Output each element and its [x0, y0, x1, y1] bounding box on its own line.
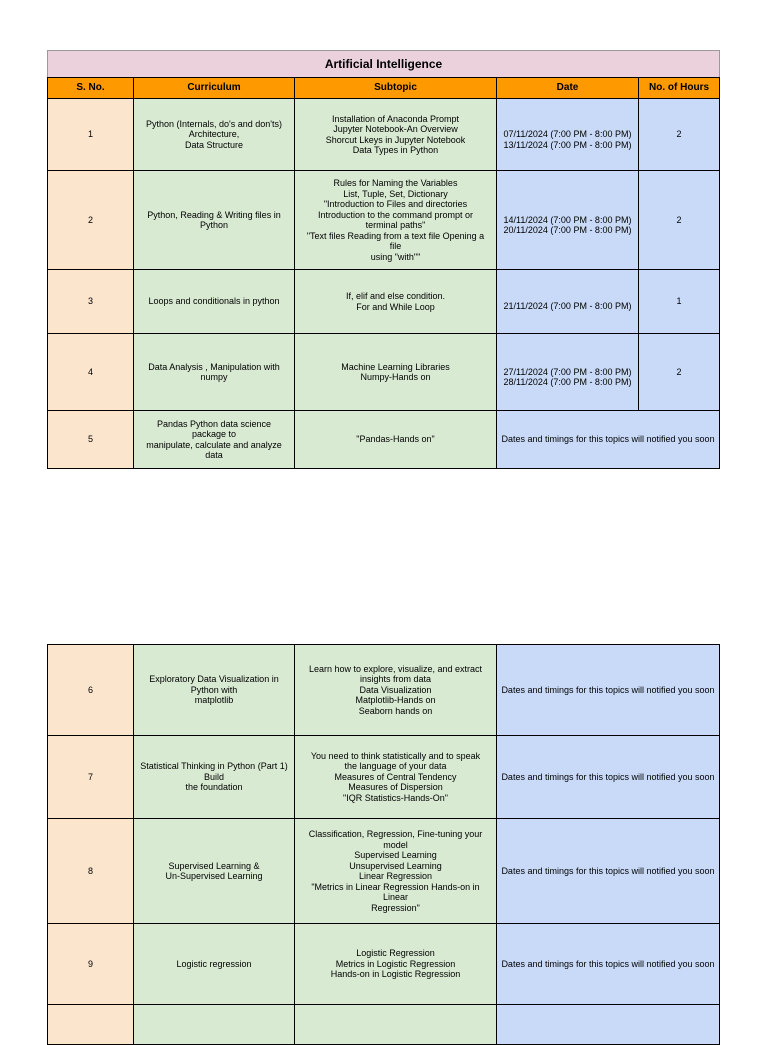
row-date	[497, 1005, 720, 1045]
schedule-table-1	[47, 50, 720, 469]
table-row	[48, 99, 720, 171]
row-sno: 8	[48, 819, 134, 924]
row-date	[497, 171, 639, 270]
row-curriculum: Statistical Thinking in Python (Part 1) Build the foundation	[134, 736, 295, 819]
row-date	[497, 99, 639, 171]
header-subtopic: Subtopic	[295, 78, 497, 99]
header-curriculum: Curriculum	[134, 78, 295, 99]
row-curriculum: Exploratory Data Visualization in Python with matplotlib	[134, 645, 295, 736]
row-date: Dates and timings for this topics will notified you soon	[497, 924, 720, 1005]
table-title: Artificial Intelligence	[48, 51, 720, 78]
row-curriculum: Loops and conditionals in python	[134, 270, 295, 334]
schedule-table-2	[47, 644, 720, 1045]
row-subtopic: Logistic Regression Metrics in Logistic Regression Hands-on in Logistic Regression	[295, 924, 497, 1005]
row-date	[497, 334, 639, 411]
row-subtopic: You need to think statistically and to speak the language of your data Measures of Central Tendency Measures of Dispersion "IQR Statistics-Hands-On"	[295, 736, 497, 819]
row-date-text: 07/11/2024 (7:00 PM - 8:00 PM) 13/11/2024 (7:00 PM - 8:00 PM)	[503, 129, 632, 150]
table-row	[48, 736, 720, 819]
row-sno: 6	[48, 645, 134, 736]
row-sno: 9	[48, 924, 134, 1005]
row-subtopic: If, elif and else condition. For and While Loop	[295, 270, 497, 334]
table-row	[48, 1005, 720, 1045]
row-curriculum	[134, 1005, 295, 1045]
table-row	[48, 819, 720, 924]
row-sno: 4	[48, 334, 134, 411]
row-subtopic	[295, 1005, 497, 1045]
row-subtopic: Learn how to explore, visualize, and extract insights from data Data Visualization Matplotlib-Hands on Seaborn hands on	[295, 645, 497, 736]
row-hours: 2	[639, 99, 720, 171]
table-row	[48, 334, 720, 411]
row-sno: 3	[48, 270, 134, 334]
row-date	[497, 270, 639, 334]
header-sno: S. No.	[48, 78, 134, 99]
row-curriculum: Supervised Learning & Un-Supervised Learning	[134, 819, 295, 924]
row-curriculum: Pandas Python data science package to manipulate, calculate and analyze data	[134, 411, 295, 469]
row-hours: 1	[639, 270, 720, 334]
row-date: Dates and timings for this topics will notified you soon	[497, 411, 720, 469]
row-date: Dates and timings for this topics will notified you soon	[497, 819, 720, 924]
row-subtopic: "Pandas-Hands on"	[295, 411, 497, 469]
table-row	[48, 411, 720, 469]
table-row	[48, 270, 720, 334]
header-hours: No. of Hours	[639, 78, 720, 99]
row-date-text: 27/11/2024 (7:00 PM - 8:00 PM) 28/11/2024 (7:00 PM - 8:00 PM)	[503, 366, 632, 387]
row-hours: 2	[639, 334, 720, 411]
row-date: Dates and timings for this topics will notified you soon	[497, 645, 720, 736]
row-subtopic: Installation of Anaconda Prompt Jupyter Notebook-An Overview Shorcut Lkeys in Jupyter Notebook Data Types in Python	[295, 99, 497, 171]
row-sno: 5	[48, 411, 134, 469]
row-sno: 2	[48, 171, 134, 270]
row-curriculum: Python, Reading & Writing files in Python	[134, 171, 295, 270]
header-date: Date	[497, 78, 639, 99]
row-date: Dates and timings for this topics will notified you soon	[497, 736, 720, 819]
table-row	[48, 171, 720, 270]
table-row	[48, 645, 720, 736]
row-sno	[48, 1005, 134, 1045]
row-date-text: 21/11/2024 (7:00 PM - 8:00 PM)	[503, 301, 632, 312]
row-subtopic: Rules for Naming the Variables List, Tuple, Set, Dictionary "Introduction to Files and directories Introduction to the command prompt or terminal paths" "Text files Reading from a text file Opening a file using "with""	[295, 171, 497, 270]
row-subtopic: Machine Learning Libraries Numpy-Hands on	[295, 334, 497, 411]
row-sno: 1	[48, 99, 134, 171]
row-date-text: 14/11/2024 (7:00 PM - 8:00 PM) 20/11/2024 (7:00 PM - 8:00 PM)	[503, 214, 632, 235]
row-curriculum: Logistic regression	[134, 924, 295, 1005]
header-row	[48, 78, 720, 99]
table-row	[48, 924, 720, 1005]
row-hours: 2	[639, 171, 720, 270]
row-curriculum: Python (Internals, do's and don'ts) Architecture, Data Structure	[134, 99, 295, 171]
row-sno: 7	[48, 736, 134, 819]
row-subtopic: Classification, Regression, Fine-tuning your model Supervised Learning Unsupervised Learning Linear Regression "Metrics in Linear Regression Hands-on in Linear Regression"	[295, 819, 497, 924]
row-curriculum: Data Analysis , Manipulation with numpy	[134, 334, 295, 411]
